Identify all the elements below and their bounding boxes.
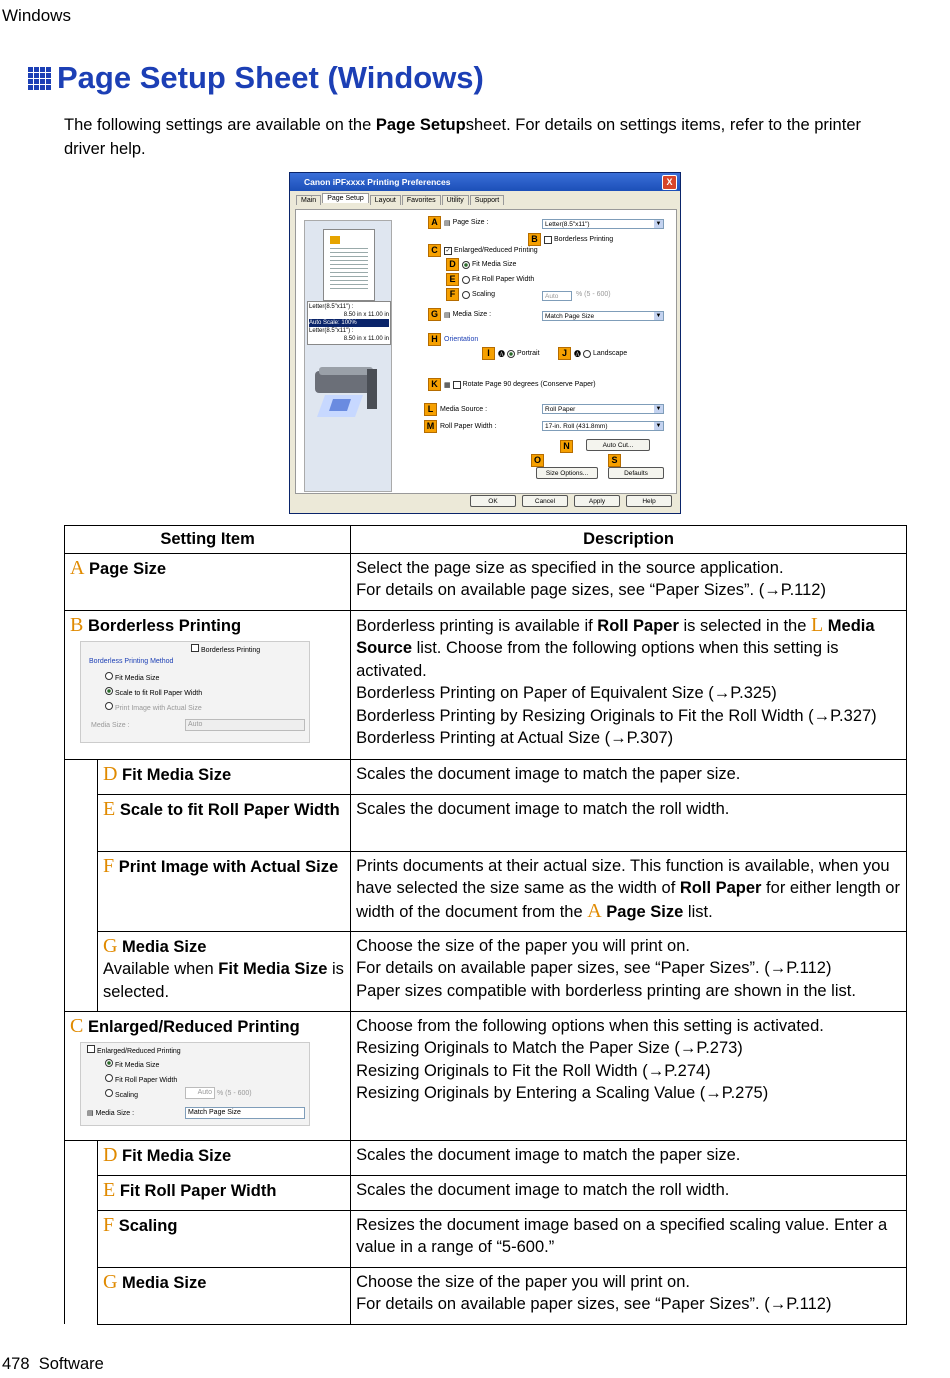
setting-print-actual-size: F Print Image with Actual Size [98, 851, 351, 931]
description-cell: Prints documents at their actual size. This function is available, when you have selected the size same as the width of Roll Paper for either length or width of the document from the A Page Size list. [351, 851, 907, 931]
setting-enlarged-reduced: C Enlarged/Reduced Printing Enlarged/Reduced Printing Fit Media Size Fit Roll Paper Width Scaling Auto % (5 - 600) ▤ Media Size : Match Page Size [65, 1011, 351, 1140]
borderless-mini-screenshot: Borderless Printing Borderless Printing Method Fit Media Size Scale to fit Roll Paper Width Print Image with Actual Size Media Size : Auto [80, 641, 310, 743]
table-row [65, 1011, 907, 1140]
orientation-row: H Orientation [428, 333, 478, 346]
page-title [28, 60, 484, 96]
description-cell: Choose from the following options when this setting is activated. Resizing Originals to Match the Paper Size (→P.273) Resizing Originals to Fit the Roll Width (→P.274) Resizing Originals by Entering a Scaling Value (→P.275) [351, 1011, 907, 1140]
table-row [65, 1210, 907, 1267]
media-icon: ▤ [444, 311, 453, 319]
fit-media-radio[interactable]: D Fit Media Size [446, 258, 516, 271]
media-size-row: G ▤ Media Size : [428, 308, 491, 321]
setting-scale-to-fit-roll: E Scale to fit Roll Paper Width [98, 794, 351, 851]
setting-fit-media-size: D Fit Media Size [98, 759, 351, 794]
table-row [65, 759, 907, 794]
landscape-icon: 🅐 [574, 350, 583, 358]
enlarged-row[interactable]: C ✓ Enlarged/Reduced Printing [428, 244, 538, 257]
indent-cell [65, 759, 98, 1011]
preview-pane [304, 220, 392, 492]
description-cell: Scales the document image to match the roll width. [351, 1175, 907, 1210]
page-icon: ▤ [444, 219, 453, 227]
table-row [65, 1267, 907, 1324]
chevron-down-icon: ▼ [655, 406, 662, 412]
media-icon: ▤ [87, 1110, 96, 1117]
enlarged-mini-screenshot: Enlarged/Reduced Printing Fit Media Size Fit Roll Paper Width Scaling Auto % (5 - 600) ▤ Media Size : Match Page Size [80, 1042, 310, 1126]
defaults-button[interactable]: Defaults [608, 467, 664, 479]
portrait-radio[interactable]: I 🅐 Portrait [482, 347, 540, 360]
scaling-input[interactable]: Auto [542, 291, 572, 301]
auto-cut-button[interactable]: Auto Cut... [586, 439, 650, 451]
indent-cell [65, 1140, 98, 1324]
intro-paragraph: The following settings are available on the Page Setupsheet. For details on settings items, refer to the printer driver help. [64, 116, 861, 158]
table-row [65, 931, 907, 1011]
apply-button[interactable]: Apply [574, 495, 620, 507]
tab-layout[interactable]: Layout [370, 195, 401, 205]
page-footer [2, 1355, 104, 1374]
landscape-radio[interactable]: J 🅐 Landscape [558, 347, 627, 360]
setting-media-size: G Media Size Available when Fit Media Size is selected. [98, 931, 351, 1011]
media-size-select[interactable]: Match Page Size ▼ [542, 311, 664, 321]
rotate-icon: ▦ [444, 381, 453, 389]
description-cell: Scales the document image to match the roll width. [351, 794, 907, 851]
tab-page-setup[interactable]: Page Setup [322, 193, 369, 203]
settings-table [64, 525, 907, 1325]
dialog-title: Canon iPFxxxx Printing Preferences [304, 177, 451, 187]
close-icon[interactable]: X [662, 175, 677, 190]
description-cell: Borderless printing is available if Roll Paper is selected in the L Media Source list. Choose from the following options when this setting is activated. Borderless Printing on Paper of Equivalent Size (→P.325) Borderless Printing by Resizing Originals to Fit the Roll Width (→P.327) Borderless Printing at Actual Size (→P.307) [351, 610, 907, 759]
setting-fit-roll-paper-width: E Fit Roll Paper Width [98, 1175, 351, 1210]
footer-section: Software [38, 1355, 104, 1373]
page-size-select[interactable]: Letter(8.5"x11") ▼ [542, 219, 664, 229]
page-number: 478 [2, 1355, 30, 1373]
tab-favorites[interactable]: Favorites [402, 195, 441, 205]
column-header-description: Description [351, 526, 907, 554]
setting-fit-media-size-2: D Fit Media Size [98, 1140, 351, 1175]
letter-o: O [531, 454, 547, 467]
setting-page-size: A Page Size [65, 553, 351, 610]
letter-n: N [560, 440, 576, 453]
description-cell: Resizes the document image based on a specified scaling value. Enter a value in a range of “5-600.” [351, 1210, 907, 1267]
column-header-setting: Setting Item [65, 526, 351, 554]
help-button[interactable]: Help [626, 495, 672, 507]
dialog-titlebar [290, 173, 680, 191]
chevron-down-icon: ▼ [655, 313, 662, 319]
preview-size-info: Letter(8.5"x11") : 8.50 in x 11.00 in Auto Scale: 100% Letter(8.5"x11") : 8.50 in x 11.00 in [307, 301, 391, 345]
table-header-row [65, 526, 907, 554]
media-source-row: L Media Source : [424, 403, 487, 416]
dialog-tabs [296, 195, 505, 205]
table-row [65, 1140, 907, 1175]
setting-scaling: F Scaling [98, 1210, 351, 1267]
chevron-down-icon: ▼ [655, 221, 662, 227]
chevron-down-icon: ▼ [655, 423, 662, 429]
size-options-button[interactable]: Size Options... [536, 467, 598, 479]
borderless-row[interactable]: B Borderless Printing [528, 233, 613, 246]
section-header: Windows [2, 6, 71, 25]
table-row [65, 553, 907, 610]
media-source-select[interactable]: Roll Paper ▼ [542, 404, 664, 414]
description-cell: Select the page size as specified in the source application. For details on available page sizes, see “Paper Sizes”. (→P.112) [351, 553, 907, 610]
description-cell: Scales the document image to match the paper size. [351, 1140, 907, 1175]
portrait-icon: 🅐 [498, 350, 507, 358]
roll-width-row: M Roll Paper Width : [424, 420, 496, 433]
table-row [65, 610, 907, 759]
page-title-text: Page Setup Sheet (Windows) [57, 60, 484, 95]
cancel-button[interactable]: Cancel [522, 495, 568, 507]
description-cell: Choose the size of the paper you will print on. For details on available paper sizes, see “Paper Sizes”. (→P.112) [351, 1267, 907, 1324]
page-preview-image [323, 229, 375, 301]
tab-main[interactable]: Main [296, 195, 321, 205]
letter-s: S [608, 454, 624, 467]
scaling-radio[interactable]: F Scaling [446, 288, 495, 301]
table-row [65, 851, 907, 931]
roll-width-select[interactable]: 17-in. Roll (431.8mm) ▼ [542, 421, 664, 431]
tab-support[interactable]: Support [470, 195, 505, 205]
tab-utility[interactable]: Utility [442, 195, 469, 205]
page-setup-panel [295, 209, 677, 494]
scaling-range: % (5 - 600) [576, 291, 611, 298]
table-row [65, 794, 907, 851]
setting-media-size-2: G Media Size [98, 1267, 351, 1324]
description-cell: Scales the document image to match the paper size. [351, 759, 907, 794]
printer-illustration [311, 361, 385, 421]
page-size-row: A ▤ Page Size : [428, 216, 488, 229]
fit-roll-radio[interactable]: E Fit Roll Paper Width [446, 273, 534, 286]
setting-borderless-printing: B Borderless Printing Borderless Printing Borderless Printing Method Fit Media Size Scale to fit Roll Paper Width Print Image with Actual Size Media Size : Auto [65, 610, 351, 759]
grid-icon [28, 67, 51, 90]
rotate-row[interactable]: K ▦ Rotate Page 90 degrees (Conserve Paper) [428, 378, 596, 391]
ok-button[interactable]: OK [470, 495, 516, 507]
table-row [65, 1175, 907, 1210]
printing-preferences-dialog [289, 172, 681, 514]
description-cell: Choose the size of the paper you will print on. For details on available paper sizes, see “Paper Sizes”. (→P.112) Paper sizes compatible with borderless printing are shown in the list. [351, 931, 907, 1011]
